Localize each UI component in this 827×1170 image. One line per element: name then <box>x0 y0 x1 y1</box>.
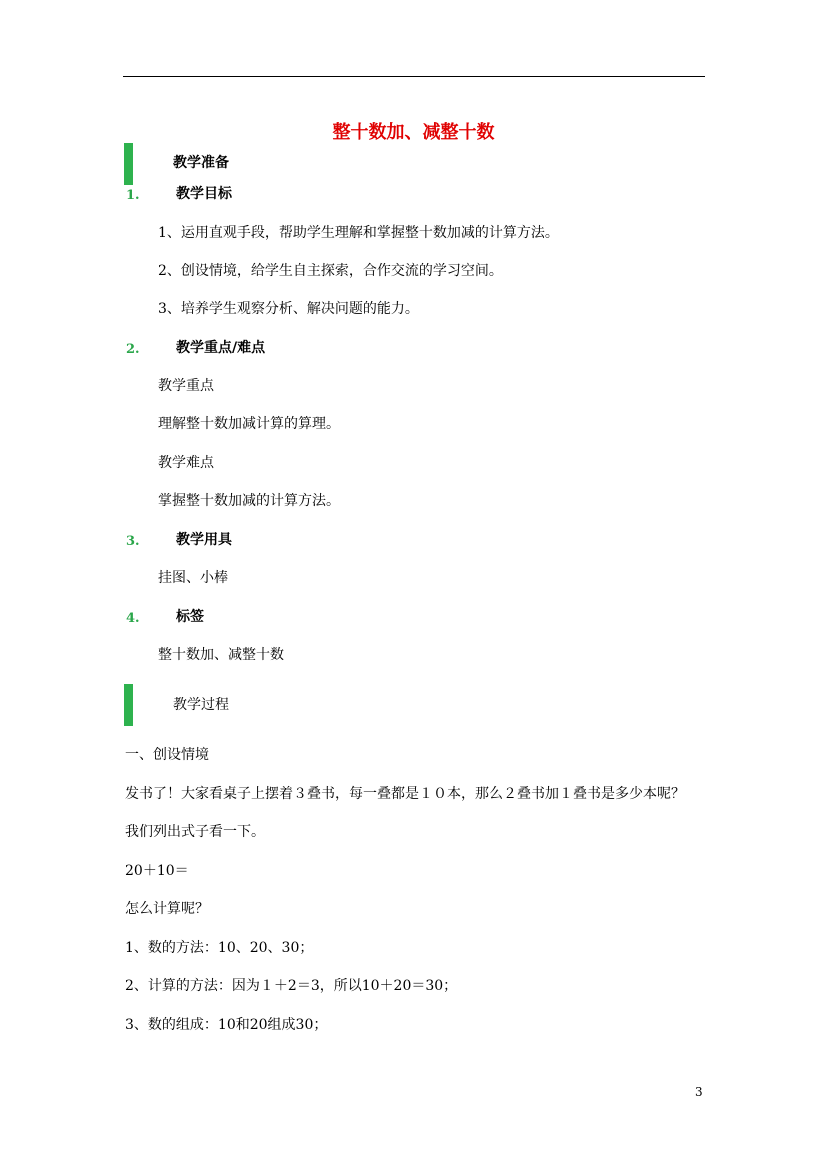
header-rule <box>123 76 705 77</box>
item-heading-keypoints: 教学重点/难点 <box>176 340 266 356</box>
section-marker-bar <box>124 684 133 726</box>
process-line: 发书了！大家看桌子上摆着３叠书，每一叠都是１０本，那么２叠书加１叠书是多少本呢？ <box>125 786 685 802</box>
difficult-label: 教学难点 <box>158 455 214 471</box>
process-line: 我们列出式子看一下。 <box>125 824 265 840</box>
key-label: 教学重点 <box>158 378 214 394</box>
key-text: 理解整十数加减计算的算理。 <box>158 416 340 432</box>
tag-text: 整十数加、减整十数 <box>158 647 284 663</box>
page-title: 整十数加、减整十数 <box>332 122 495 143</box>
section-marker-bar <box>124 143 133 185</box>
item-heading-goals: 教学目标 <box>176 186 232 202</box>
page-number: 3 <box>695 1085 703 1099</box>
item-number: 3. <box>126 534 140 549</box>
section-heading-process: 教学过程 <box>173 697 229 713</box>
process-line: 2、计算的方法：因为１＋2＝3，所以10＋20＝30； <box>125 978 458 994</box>
process-line: 一、创设情境 <box>125 747 209 763</box>
tools-text: 挂图、小棒 <box>158 570 228 586</box>
difficult-text: 掌握整十数加减的计算方法。 <box>158 493 340 509</box>
item-number: 1. <box>126 188 140 203</box>
item-heading-tools: 教学用具 <box>176 532 232 548</box>
process-line: 怎么计算呢？ <box>125 901 209 917</box>
process-line: 1、数的方法：10、20、30； <box>125 940 314 956</box>
section-heading-preparation: 教学准备 <box>173 155 229 171</box>
goal-text: 1、运用直观手段，帮助学生理解和掌握整十数加减的计算方法。 <box>158 225 559 241</box>
item-number: 4. <box>126 611 140 626</box>
goal-text: 3、培养学生观察分析、解决问题的能力。 <box>158 301 419 317</box>
item-number: 2. <box>126 342 140 357</box>
process-line: 20＋10＝ <box>125 863 189 879</box>
item-heading-tag: 标签 <box>176 609 204 625</box>
goal-text: 2、创设情境，给学生自主探索，合作交流的学习空间。 <box>158 263 503 279</box>
process-line: 3、数的组成：10和20组成30； <box>125 1017 328 1033</box>
